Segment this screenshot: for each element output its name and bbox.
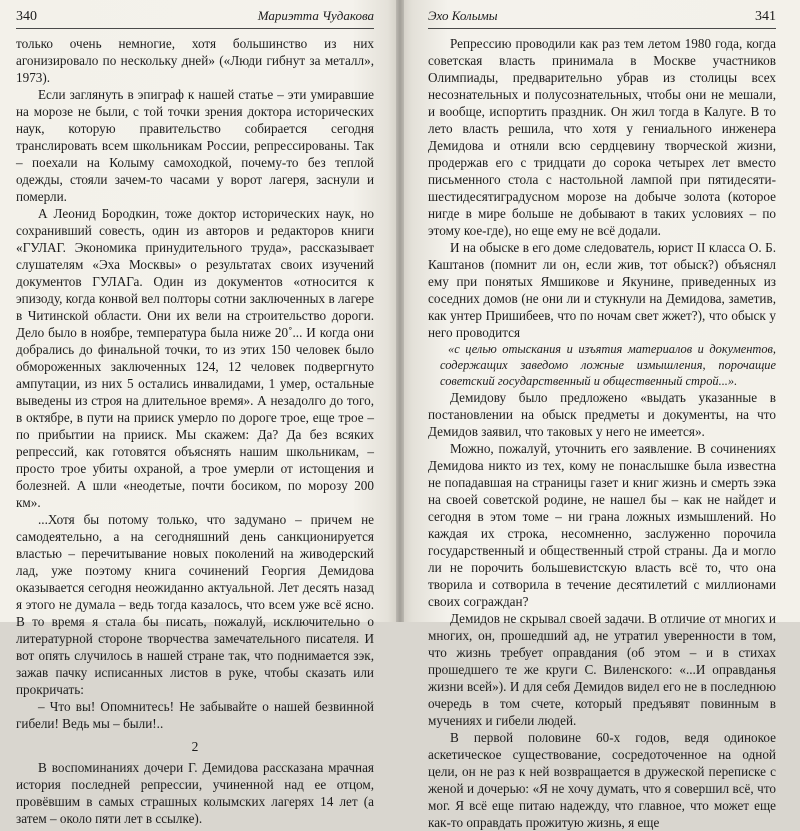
paragraph: Репрессию проводили как раз тем летом 1980 года, когда советская власть принимала в Москве участников Олимпиады, предварительно убрав из столицы всех несознательных и полусознательных, чтобы они не мешали, и вообще, испортить праздник. Он жил тогда в Калуге. В то лето власть решила, что хотя у гениального инженера Демидова и отняли всю сердцевину творческой жизни, продержав его с тридцати до сорока четырех лет вместо письменного стола с настольной лампой при пятидесяти-шестидесятиградусном морозе на добыче золота (которое нигде в мире больше не добывают в таких условиях – по этому кое-где), но еще ему не всё додали.	[428, 36, 776, 238]
right-page-text	[428, 35, 776, 831]
left-page	[0, 0, 400, 826]
right-running-head	[428, 8, 776, 29]
paragraph: Демидов не скрывал своей задачи. В отличие от многих и многих, он, прошедший ад, не утратил уверенности в том, что жизнь требует оправдания (об этом – и в стихах прошедшего те же круги С. Виленского: «...И оправданья жизни всей»). И для себя Демидов видел его не в последнюю очередь в том счете, который предъявят повинным в мучениях и гибели людей.	[428, 611, 776, 728]
section-number: 2	[191, 739, 199, 754]
book-gutter	[396, 0, 404, 622]
paragraph: Демидову было предложено «выдать указанные в постановлении на обыск предметы и документы, на что Демидов заявил, что таковых у него не имеется».	[428, 390, 776, 439]
left-page-text	[16, 35, 374, 827]
paragraph: ...Хотя бы потому только, что задумано – причем не самодеятельно, а на сегодняшний день санкционируется властью – перечитывание новых поколений на живодерский лад, уже поэтому книга сочинений Георгия Демидова оказывается сегодня неожиданно актуальной. Лет десять назад я этого не думала – ведь тогда казалось, что всем уже всё ясно. В то время я стала бы писать, пожалуй, исключительно о литературной стороне творчества замечательного писателя. И вот опять случилось в нашей стране так, что поднимается зэк, зажав пачку исписанных листов в руке, чтобы сказать или прокричать:	[16, 512, 374, 697]
right-running-title: Эхо Колымы	[428, 8, 498, 23]
paragraph: В воспоминаниях дочери Г. Демидова рассказана мрачная история последней репрессии, учиненной над ее отцом, провёвшим в самых страшных колымских лагерях 14 лет (а затем – около пяти лет в ссылке).	[16, 760, 374, 826]
paragraph: А Леонид Бородкин, тоже доктор исторических наук, но сохранивший совесть, один из авторов и редакторов книги «ГУЛАГ. Экономика принудительного труда», рассказывает слушателям «Эха Москвы» о результатах своих изучений документов ГУЛАГа. Один из документов «относится к эпизоду, когда конвой вел полторы сотни заключенных в лагере в Читинской области. Они их вели на строительство дороги. Дело было в ноябре, температура была ниже 20˚... И когда они добрались до финальной точки, то из этих 150 человек было обмороженных заключенных 124, 12 человек подвергнуто ампутации, из них 5 остались инвалидами, 1 умер, остальные выведены из строя на длительное время». А незадолго до того, в октябре, в пути на прииск умерло по дороге трое, еще трое – по прибытии на прииск. Мы скажем: Да? Да без всяких репрессий, как готовятся объяснять нашим школьникам, – просто трое убиты охраной, а трое умерли от истощения и болезней. А шли «неодетые, почти босиком, по морозу 200 км».	[16, 206, 374, 510]
paragraph: – Что вы! Опомнитесь! Не забывайте о нашей безвинной гибели! Ведь мы – были!..	[16, 699, 374, 731]
right-page-number: 341	[755, 9, 776, 24]
paragraph: только очень немногие, хотя большинство из них агонизировало по нескольку дней» («Люди гибнут за металл», 1973).	[16, 36, 374, 85]
paragraph: Если заглянуть в эпиграф к нашей статье – эти умиравшие на морозе не были, с той точки зрения доктора исторических наук, которую правительство собирается сегодня транслировать всем школьникам России, репрессированы. Так – поехали на Колыму самоходкой, почему-то без теплой одежды, стояли зачем-то часами у ворот лагеря, заснули и померли.	[16, 87, 374, 204]
left-page-number: 340	[16, 9, 37, 24]
block-quote: «с целью отыскания и изъятия материалов и документов, содержащих заведомо ложные измышления, порочащие советский государственный и общественный строй...».	[440, 342, 776, 388]
right-page	[400, 0, 800, 830]
paragraph: И на обыске в его доме следователь, юрист II класса О. Б. Каштанов (помнит ли он, если жив, тот обыск?) объяснял ему при понятых Ямшикове и Якунине, приведенных из соседних домов (не они ли и стукнули на Демидова, заметив, как унтер Пришибеев, что по ночам свет жжет?), что обыск у него проводится	[428, 240, 776, 340]
left-running-head	[16, 8, 374, 29]
left-running-title: Мариэтта Чудакова	[257, 8, 374, 23]
paragraph: Можно, пожалуй, уточнить его заявление. В сочинениях Демидова никто из тех, кому не понаслышке была известна не попадавшая на страницы газет и книг жизнь и смерть зэка на своей советской родине, не нашел бы – как не найдет и сегодня в этом томе – ни грана ложных измышлений. Но каждая их строка, несомненно, заслуженно порочила государственный и общественный строй страны. Да и могло ли не порочить большевистскую власть всё то, что она творила и сотворила в течение десятилетий с миллионами своих сограждан?	[428, 441, 776, 609]
paragraph: В первой половине 60-х годов, ведя одинокое аскетическое существование, сосредоточенное на одной цели, он не раз к ней возвращается в дружеской переписке с женой и дочерью: «Я не хочу думать, что я совершил всё, что мог. Я всё еще питаю надежду, что главное, что может еще как-то оправдать прожитую жизнь, я еще	[428, 730, 776, 830]
